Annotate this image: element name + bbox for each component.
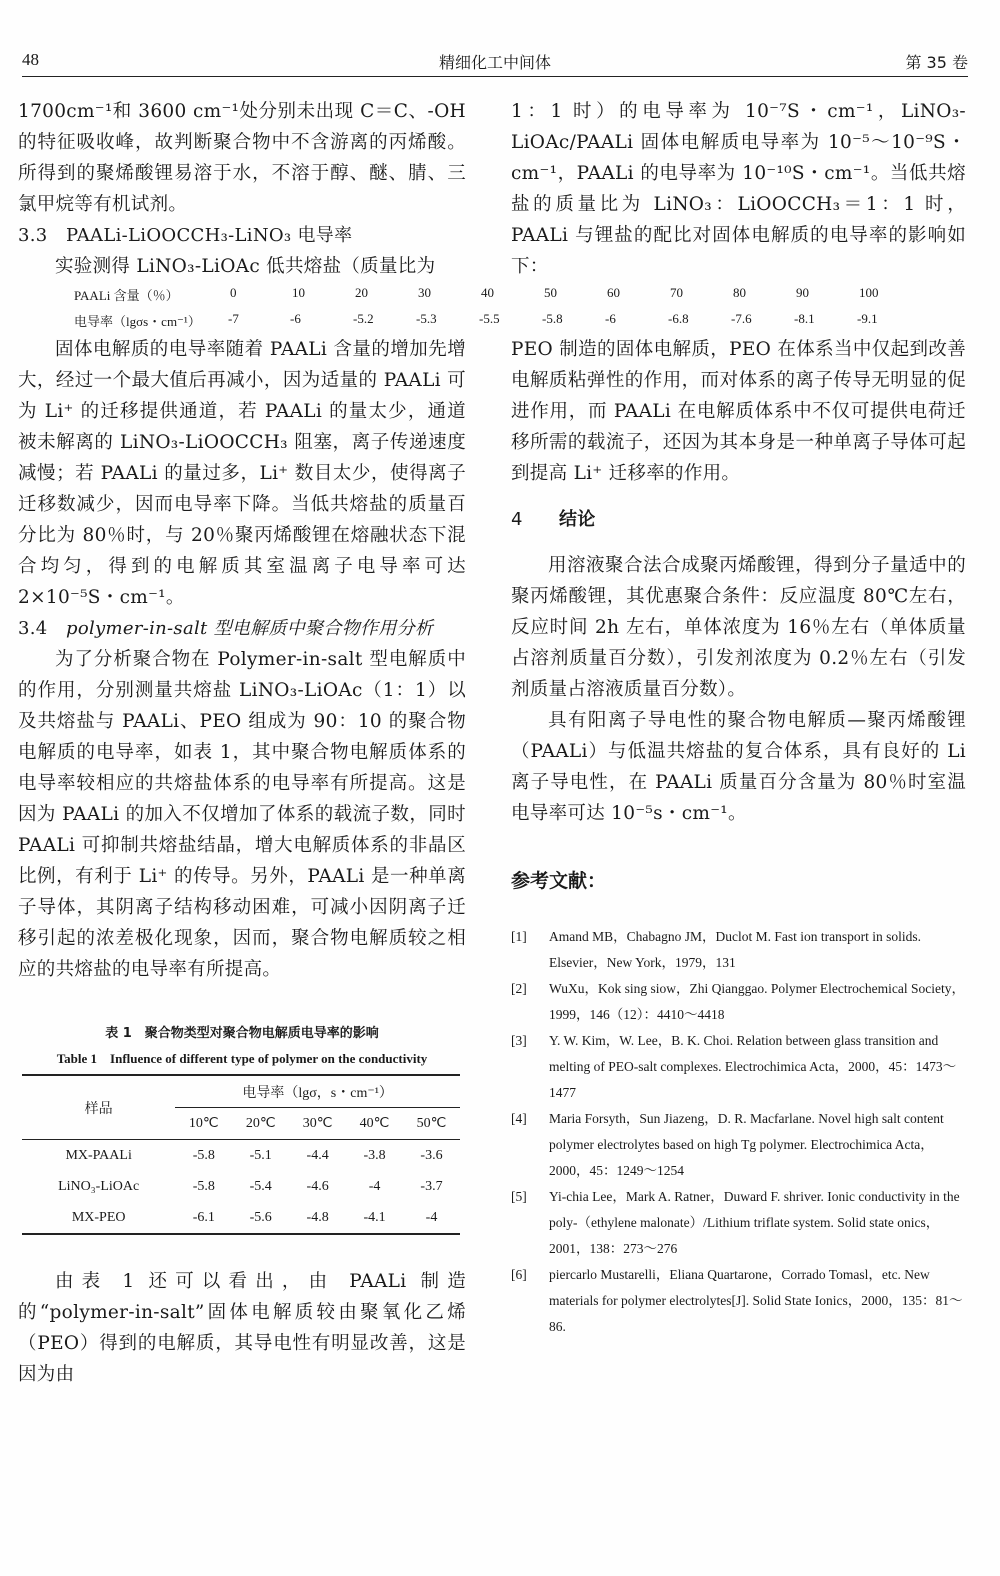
table-cell: -4 xyxy=(403,1202,460,1234)
table-caption-en: Table 1 Influence of different type of polymer on the conductivity xyxy=(56,1051,428,1066)
reference-item xyxy=(511,924,966,976)
row-label: PAALi 含量（％） xyxy=(74,288,179,303)
data-cell: -8.1 xyxy=(794,311,815,326)
table-cell: -3.8 xyxy=(363,1147,386,1163)
section-title: PAALi-LiOOCCH₃-LiNO₃ 电导率 xyxy=(66,225,353,246)
temp-header: 30℃ xyxy=(289,1108,346,1140)
right-column-bottom xyxy=(511,334,966,489)
data-cell: -6.8 xyxy=(668,311,689,326)
data-cell: 90 xyxy=(796,285,809,300)
temp-header: 40℃ xyxy=(346,1108,403,1140)
table-1 xyxy=(22,1074,460,1235)
data-cell: -9.1 xyxy=(857,311,878,326)
reference-number: [6] xyxy=(511,1267,527,1282)
data-cell: 20 xyxy=(355,285,368,300)
table-row xyxy=(22,1171,460,1202)
reference-text: WuXu，Kok sing siow，Zhi Qianggao. Polymer Electrochemical Society，1999，146（12）：4410～4418 xyxy=(549,981,966,1022)
references-list xyxy=(511,924,966,1340)
paragraph: 实验测得 LiNO₃-LiOAc 低共熔盐（质量比为 xyxy=(55,256,436,277)
journal-title: 精细化工中间体 xyxy=(438,53,551,72)
right-column-top xyxy=(511,96,966,282)
section-number: 4 xyxy=(511,509,523,530)
section-heading-3-4 xyxy=(18,613,466,644)
reference-text: piercarlo Mustarelli，Eliana Quartarone，Corrado Tomasl，etc. New materials for polymer electrolytes[J]. Solid State Ionics，2000，135：81～86. xyxy=(549,1267,963,1334)
left-column-top xyxy=(18,96,466,282)
reference-item xyxy=(511,1106,966,1184)
paragraph: 为了分析聚合物在 Polymer-in-salt 型电解质中的作用，分别测量共熔盐 LiNO₃-LiOAc（1：1）以及共熔盐与 PAALi、PEO 组成为 90：10 的聚合物电解质的电导率，如表 1，其中聚合物电解质体系的电导率较相应的共熔盐体系的电导率有所提高。这是因为 PAALi 的加入不仅增加了体系的载流子数，同时 PAALi 可抑制共熔盐结晶，增大电解质体系的非晶区比例，有利于 Li⁺ 的传导。另外，PAALi 是一种单离子导体，其阴离子结构移动困难，可减小因阴离子迁移引起的浓差极化现象，因而，聚合物电解质较之相应的共熔盐的电导率有所提高。 xyxy=(18,649,466,980)
paragraph: 1：1 时）的电导率为 10⁻⁷S・cm⁻¹，LiNO₃-LiOAc/PAALi 固体电解质电导率为 10⁻⁵～10⁻⁹S・cm⁻¹，PAALi 的电导率为 10⁻¹⁰S・cm⁻¹。当低共熔盐的质量比为 LiNO₃：LiOOCCH₃＝1：1 时，PAALi 与锂盐的配比对固体电解质的电导率的影响如下： xyxy=(511,101,966,277)
data-cell: 10 xyxy=(292,285,305,300)
volume-label: 第 35 卷 xyxy=(905,53,968,72)
paragraph: 由表 1 还可以看出，由 PAALi 制造的“polymer-in-salt”固体电解质较由聚氧化乙烯（PEO）得到的电解质，其导电性有明显改善，这是因为由 xyxy=(18,1271,466,1385)
table-cell: -4.1 xyxy=(346,1202,403,1234)
reference-item xyxy=(511,976,966,1028)
table-cell: -4 xyxy=(368,1178,381,1194)
table-cell: -5.1 xyxy=(249,1147,272,1163)
data-cell: -7 xyxy=(228,311,239,326)
row-name: MX-PAALi xyxy=(65,1147,132,1163)
references-heading: 参考文献： xyxy=(511,870,607,892)
data-cell: 40 xyxy=(481,285,494,300)
left-column-bottom xyxy=(18,1266,466,1390)
table-cell: -6.1 xyxy=(175,1202,232,1234)
table-cell: -4.4 xyxy=(306,1147,329,1163)
table-header-row xyxy=(22,1075,460,1108)
data-cell: -7.6 xyxy=(731,311,752,326)
reference-text: Maria Forsyth，Sun Jiazeng，D. R. Macfarlane. Novel high salt content polymer electrolytes based on high Tg polymer. Electrochimica Acta，2000，45：1249～1254 xyxy=(549,1111,944,1178)
temp-header: 20℃ xyxy=(232,1108,289,1140)
reference-text: Yi-chia Lee，Mark A. Ratner，Duward F. shriver. Ionic conductivity in the poly-（ethylene malonate）/Lithium triflate system. Solid state onics，2001，138：273～276 xyxy=(549,1189,960,1256)
content-row xyxy=(18,282,970,306)
reference-item xyxy=(511,1184,966,1262)
conductivity-row xyxy=(18,308,970,332)
paragraph: 具有阳离子导电性的聚合物电解质—聚丙烯酸锂（PAALi）与低温共熔盐的复合体系，具有良好的 Li 离子导电性，在 PAALi 质量百分含量为 80％时室温电导率可达 10⁻⁵s・cm⁻¹。 xyxy=(511,710,966,824)
data-cell: -5.5 xyxy=(479,311,500,326)
paragraph: 用溶液聚合法合成聚丙烯酸锂，得到分子量适中的聚丙烯酸锂，其优惠聚合条件：反应温度 80℃左右，反应时间 2h 左右，单体浓度为 16％左右（单体质量占溶剂质量百分数），引发剂浓度为 0.2％左右（引发剂质量占溶液质量百分数）。 xyxy=(511,555,966,700)
table-cell: -5.8 xyxy=(192,1147,215,1163)
table-cell: -5.6 xyxy=(232,1202,289,1234)
row-name: LiNO₃-LiOAc xyxy=(58,1178,140,1194)
sample-header: 样品 xyxy=(22,1075,175,1140)
table-cell: -3.7 xyxy=(420,1178,443,1194)
data-cell: 80 xyxy=(733,285,746,300)
data-cell: 100 xyxy=(859,285,879,300)
reference-number: [3] xyxy=(511,1033,527,1048)
reference-text: Amand MB，Chabagno JM，Duclot M. Fast ion transport in solids. Elsevier，New York，1979，131 xyxy=(549,929,921,970)
reference-item xyxy=(511,1028,966,1106)
reference-number: [2] xyxy=(511,981,527,996)
table-cell: -4.8 xyxy=(289,1202,346,1234)
data-cell: 50 xyxy=(544,285,557,300)
data-cell: -6 xyxy=(290,311,301,326)
temp-header: 50℃ xyxy=(403,1108,460,1140)
table-cell: -5.4 xyxy=(249,1178,272,1194)
reference-number: [1] xyxy=(511,929,527,944)
page-number: 48 xyxy=(22,50,39,69)
table-cell: -3.6 xyxy=(420,1147,443,1163)
data-cell: 0 xyxy=(230,285,237,300)
paragraph: 1700cm⁻¹和 3600 cm⁻¹处分别未出现 C＝C、-OH 的特征吸收峰，故判断聚合物中不含游离的丙烯酸。所得到的聚烯酸锂易溶于水，不溶于醇、醚、腈、三氯甲烷等有机试剂。 xyxy=(18,101,466,215)
reference-text: Y. W. Kim，W. Lee，B. K. Choi. Relation between glass transition and melting of PEO-salt complexes. Electrochimica Acta，2000，45：1473～1477 xyxy=(549,1033,957,1100)
row-name: MX-PEO xyxy=(22,1202,175,1234)
data-cell: 70 xyxy=(670,285,683,300)
section-number: 3.3 xyxy=(18,225,48,246)
paragraph: PEO 制造的固体电解质，PEO 在体系当中仅起到改善电解质粘弹性的作用，而对体系的离子传导无明显的促进作用，而 PAALi 在电解质体系中不仅可提供电荷迁移所需的载流子，还因为其本身是一种单离子导体可起到提高 Li⁺ 迁移率的作用。 xyxy=(511,339,966,484)
left-column-middle xyxy=(18,334,466,985)
section-heading-4 xyxy=(511,504,966,535)
temp-header: 10℃ xyxy=(175,1108,232,1140)
table-row xyxy=(22,1140,460,1172)
reference-number: [4] xyxy=(511,1111,527,1126)
data-cell: -6 xyxy=(605,311,616,326)
conclusion-text xyxy=(511,550,966,829)
group-header: 电导率（lgσ，s・cm⁻¹） xyxy=(175,1075,460,1108)
running-header xyxy=(22,44,968,77)
data-cell: -5.8 xyxy=(542,311,563,326)
table-cell: -5.8 xyxy=(192,1178,215,1194)
reference-number: [5] xyxy=(511,1189,527,1204)
section-number: 3.4 xyxy=(18,618,48,639)
data-cell: 60 xyxy=(607,285,620,300)
table-caption-cn: 表 1 聚合物类型对聚合物电解质电导率的影响 xyxy=(105,1026,379,1041)
data-cell: 30 xyxy=(418,285,431,300)
section-4-block xyxy=(511,504,966,535)
row-label: 电导率（lgσs・cm⁻¹） xyxy=(74,314,201,329)
section-heading-3-3 xyxy=(18,220,466,251)
section-title: 结论 xyxy=(559,509,596,530)
reference-item xyxy=(511,1262,966,1340)
data-cell: -5.2 xyxy=(353,311,374,326)
table-row xyxy=(22,1202,460,1234)
section-title: polymer-in-salt 型电解质中聚合物作用分析 xyxy=(66,618,434,639)
data-cell: -5.3 xyxy=(416,311,437,326)
table-cell: -4.6 xyxy=(306,1178,329,1194)
paragraph: 固体电解质的电导率随着 PAALi 含量的增加先增大，经过一个最大值后再减小，因为适量的 PAALi 可为 Li⁺ 的迁移提供通道，若 PAALi 的量太少，通道被未解离的 LiNO₃-LiOOCCH₃ 阻塞，离子传递速度减慢；若 PAALi 的量过多，Li⁺ 数目太少，使得离子迁移数减少，因而电导率下降。当低共熔盐的质量百分比为 80％时，与 20％聚丙烯酸锂在熔融状态下混合均匀，得到的电解质其室温离子电导率可达 2×10⁻⁵S・cm⁻¹。 xyxy=(18,339,466,608)
